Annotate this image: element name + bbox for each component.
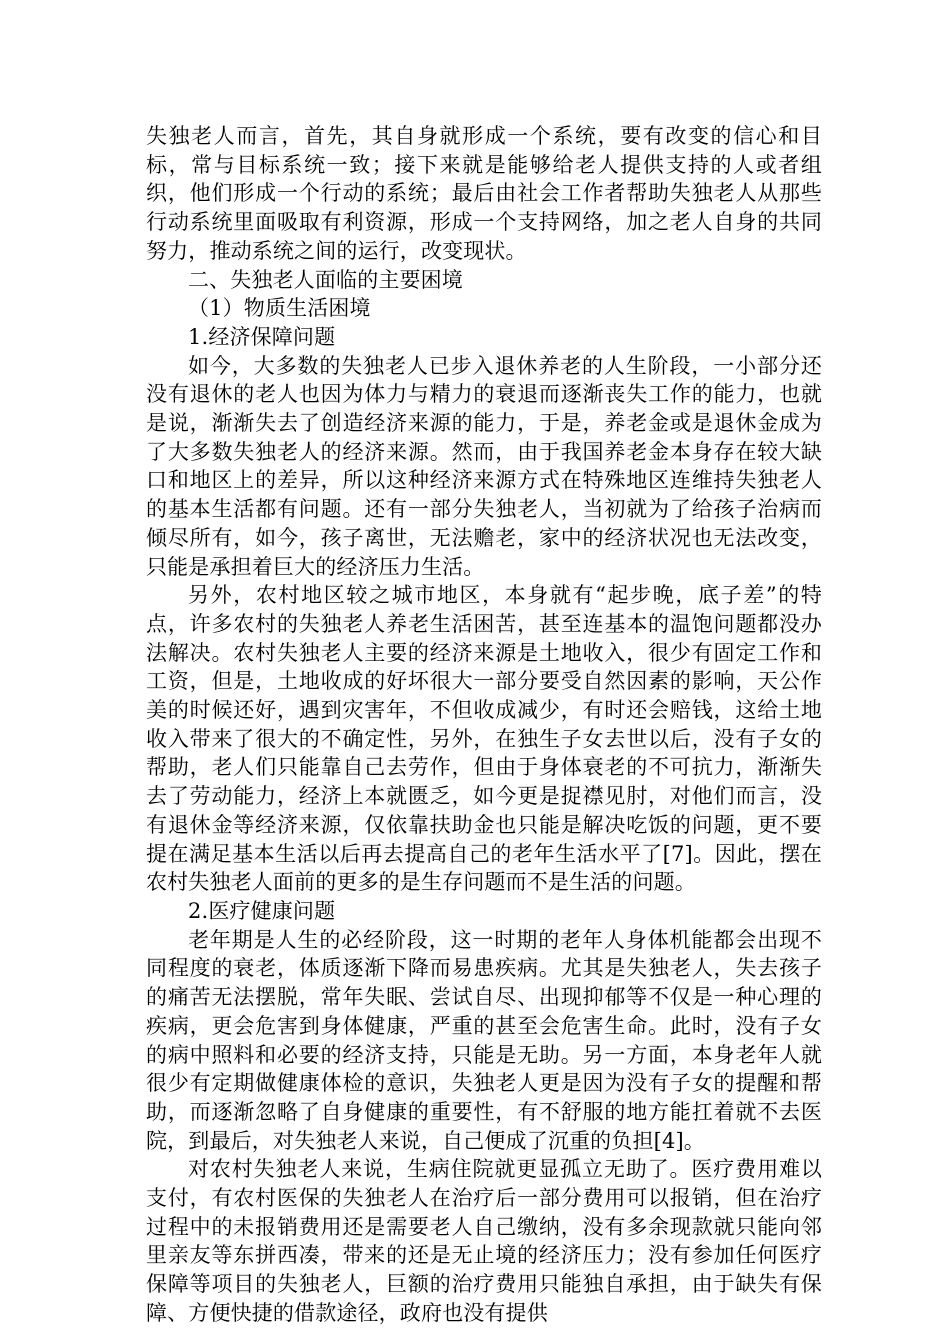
paragraph: 另外，农村地区较之城市地区，本身就有“起步晚，底子差”的特点，许多农村的失独老人养老生活困苦，甚至连基本的温饱问题都没办法解决。农村失独老人主要的经济来源是土地收入，很少有固定工作和工资，但是，土地收成的好坏很大一部分要受自然因素的影响，天公作美的时候还好，遇到灾害年，不但收成减少，有时还会赔钱，这给土地收入带来了很大的不确定性，另外，在独生子女去世以后，没有子女的帮助，老人们只能靠自己去劳作，但由于身体衰老的不可抗力，渐渐失去了劳动能力，经济上本就匮乏，如今更是捉襟见肘，对他们而言，没有退休金等经济来源，仅依靠扶助金也只能是解决吃饭的问题，更不要提在满足基本生活以后再去提高自己的老年生活水平了[7]。因此，摆在农村失独老人面前的更多的是生存问题而不是生活的问题。 [146, 583, 822, 895]
subsection-heading: （1）物质生活困境 [188, 296, 371, 321]
section-heading: 二、失独老人面临的主要困境 [188, 267, 463, 292]
paragraph: 对农村失独老人来说，生病住院就更显孤立无助了。医疗费用难以支付，有农村医保的失独老人在治疗后一部分费用可以报销，但在治疗过程中的未报销费用还是需要老人自己缴纳，没有多余现款就只能向邻里亲友等东拼西凑，带来的还是无止境的经济压力；没有参加任何医疗保障等项目的失独老人，巨额的治疗费用只能独自承担，由于缺失有保障、方便快捷的借款途径，政府也没有提供 [146, 1157, 822, 1325]
subsubsection-heading: 2.医疗健康问题 [188, 898, 336, 923]
paragraph: 老年期是人生的必经阶段，这一时期的老年人身体机能都会出现不同程度的衰老，体质逐渐下降而易患疾病。尤其是失独老人，失去孩子的痛苦无法摆脱，常年失眠、尝试自尽、出现抑郁等不仅是一种心理的疾病，更会危害到身体健康，严重的甚至会危害生命。此时，没有子女的病中照料和必要的经济支持，只能是无助。另一方面，本身老年人就很少有定期做健康体检的意识，失独老人更是因为没有子女的提醒和帮助，而逐渐忽略了自身健康的重要性，有不舒服的地方能扛着就不去医院，到最后，对失独老人来说，自己便成了沉重的负担[4]。 [146, 927, 822, 1153]
subsubsection-heading: 1.经济保障问题 [188, 324, 336, 349]
paragraph: 如今，大多数的失独老人已步入退休养老的人生阶段，一小部分还没有退休的老人也因为体力与精力的衰退而逐渐丧失工作的能力，也就是说，渐渐失去了创造经济来源的能力，于是，养老金或是退休金成为了大多数失独老人的经济来源。然而，由于我国养老金本身存在较大缺口和地区上的差异，所以这种经济来源方式在特殊地区连维持失独老人的基本生活都有问题。还有一部分失独老人，当初就为了给孩子治病而倾尽所有，如今，孩子离世，无法赡老，家中的经济状况也无法改变，只能是承担着巨大的经济压力生活。 [146, 353, 822, 579]
document-body [146, 122, 822, 1328]
paragraph-continuation: 失独老人而言，首先，其自身就形成一个系统，要有改变的信心和目标，常与目标系统一致；接下来就是能够给老人提供支持的人或者组织，他们形成一个行动的系统；最后由社会工作者帮助失独老人从那些行动系统里面吸取有利资源，形成一个支持网络，加之老人自身的共同努力，推动系统之间的运行，改变现状。 [146, 124, 822, 263]
